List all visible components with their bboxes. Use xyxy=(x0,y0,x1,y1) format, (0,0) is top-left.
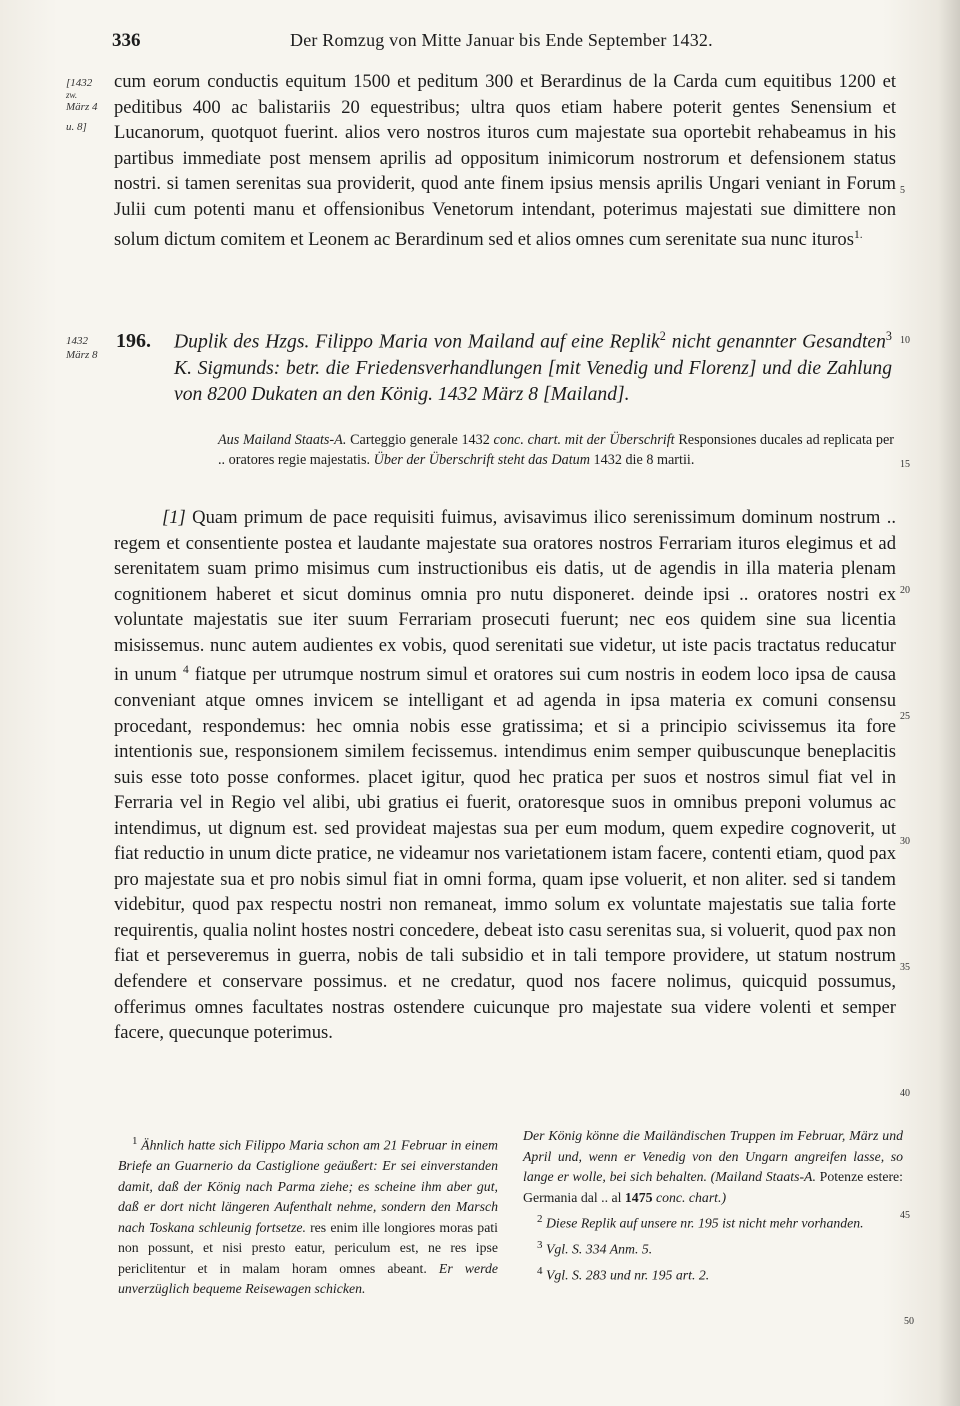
document-body xyxy=(114,505,896,1046)
footnote-mark: 2 xyxy=(537,1213,543,1225)
line-number: 45 xyxy=(900,1210,910,1221)
footnote-mark: 1 xyxy=(132,1135,138,1147)
margin-doc-day: März 8 xyxy=(66,349,98,361)
margin-date-line: [1432 xyxy=(66,77,93,89)
source-title: Responsiones ducales ad replicata per .. oratores regie majestatis. xyxy=(218,432,895,468)
source-note xyxy=(218,431,894,470)
footnote-mark: 3 xyxy=(537,1239,543,1252)
footnote-text: Der König könne die Mailändischen Truppen im Februar, März und April und, wenn er Venedig von den Ungarn angreifen lasse, so lange er wolle, bei sich behalten. (Mailand Staats-A. xyxy=(523,1128,903,1184)
margin-doc-year: 1432 xyxy=(66,335,88,347)
source-archive: Aus Mailand Staats-A. xyxy=(218,432,347,448)
source-remark: conc. chart. mit der Überschrift xyxy=(493,432,675,448)
running-title: Der Romzug von Mitte Januar bis Ende September 1432. xyxy=(290,30,713,50)
page-number: 336 xyxy=(112,30,141,51)
footnote-text: Vgl. S. 334 Anm. 5. xyxy=(545,1241,653,1257)
regest-text: nicht genannter Gesandten xyxy=(671,331,886,353)
footnote-text: Er werde unverzüglich bequeme Reisewagen schicken. xyxy=(118,1260,499,1297)
article-number: [1] xyxy=(162,507,186,528)
line-number: 10 xyxy=(900,335,910,346)
line-number: 5 xyxy=(900,185,905,196)
line-number: 25 xyxy=(900,711,910,722)
footnote-ref: 4 xyxy=(182,664,189,677)
continuation-text xyxy=(114,69,896,252)
margin-date-line: März 4 xyxy=(66,101,98,113)
footnote-text: conc. chart.) xyxy=(655,1189,727,1205)
document-regest xyxy=(174,323,892,408)
body-text: fiatque per utrumque nostrum simul et oratores sui cum nostris in eodem loco ipsa de causa conveniant atque omnes invicem se intelligant et ad agenda in ipsa materia ex comuni consensu procedant, respondemus: hec omnia nobis esse gratissima; et si a principio scivissemus ita fore intentionis sue, responsionem similem fecissemus. intendimus enim semper quibuscunque beneplacitis suis esse toto posse conformes. placet igitur, quod hec pratica per suos et nostros simul fiat vel in Ferraria vel in Regio vel alibi, ubi gratius ei fuerit, oratoresque suos in omnibus preponi volumus ac intendimus, ut dignum est. sed provideat majestas sua per eum modum, quem expedire cognoverit, ut fiat reductio in unum dicte pratice, ne videamur nos varietationem istam facere, contenti etiam, quod pax pro majestate sua et pro nobis simul fiat in omni forma, quam ipse voluerit, et non aliter. sed si tandem videbitur, quod pax respectu nostri non remaneat, immo solum ex voluntate majestatis sue talia forte requirentis, qualia nolint hostes nostri concedere, debeat isto casu serenitas sua, si voluerit, quod pax non fiat et perseveremus in guerra, nobis de tali subsidio et in tali tempore providere, ut statum nostrum defendere et conservare possimus. et ne credatur, quod nos facere nolimus, quicquid possumus, offerimus omnes facultates nostras ostendere cuicunque pro majestate sua videre volenti et semper facere, quecunque poterimus. xyxy=(114,664,897,1044)
line-number: 35 xyxy=(900,962,910,973)
line-number: 15 xyxy=(900,459,910,470)
footnote-quote: res enim ille longiores moras pati non possunt, et nisi presto eatur, periculum est, ne res ipse periclitentur et in malam horam omnes abeant. xyxy=(118,1219,498,1276)
margin-date-note xyxy=(66,76,114,134)
line-number: 50 xyxy=(904,1316,914,1327)
continuation-paragraph: cum eorum conductis equitum 1500 et peditum 300 et Berardinus de la Carda cum equitibus 1200 et peditibus 400 ac balistariis 20 equestribus; ultra quos etiam habere poterit gentes Senensium et Lucanorum, quotquot fuerint. alios vero nostros ituros cum majestate sua oportebit rehabeamus in his partibus immediate post mensem aprilis ad oppositum inimicorum nostrorum et defensionem status nostri. si tamen serenitas sua providerit, quod ante finem ipsius mensis aprilis Ungari veniant in Forum Julii cum potenti manu et offensionibus Venetorum intendant, poterimus majestati sue dimittere non solum dictum comitem et Leonem ac Berardinum sed et alios omnes cum serenitate sua nunc ituros xyxy=(114,71,896,250)
footnote-text: Ähnlich hatte sich Filippo Maria schon am 21 Februar in einem Briefe an Guarnerio da Castiglione geäußert: Er sei einverstanden damit, daß der König nach Parma ziehe; es scheine ihm aber gut, daß er dort nicht längeren Aufenthalt nehme, sondern den Marsch nach Toskana schleunig fortsetze. xyxy=(118,1137,498,1235)
line-number: 30 xyxy=(900,836,910,847)
margin-date-line: u. 8] xyxy=(66,121,87,133)
footnotes-left-column xyxy=(118,1131,498,1301)
footnote-number: 1475 xyxy=(624,1189,653,1205)
body-text: Quam primum de pace requisiti fuimus, avisavimus ilico serenissimum dominum nostrum .. regem et consentiente postea et laudante majestate sua oratores nostros Ferrariam ituros elegimus et ad serenitatem suam primo misimus cum instructionibus eis datis, ut de agendis in illa materia plenam cognitionem haberet et sicut dominus omnia pro nutu disponeret. deinde ipsi .. oratores nostri ex voluntate majestatis sue iter suum Ferrariam prosecuti fuerunt; nec eos quidem sine sua licentia misissemus. nunc autem audientes ex vobis, quod serenitati sue videtur, ut iste pacis tractatus reducatur in unum xyxy=(114,507,896,686)
regest-text: K. Sigmunds: betr. die Friedensverhandlungen [mit Venedig und Florenz] und die Zahlung von 8200 Dukaten an den König. 1432 März 8 [Mailand]. xyxy=(174,357,892,405)
footnote-mark: 4 xyxy=(537,1265,543,1278)
footnote-text: Vgl. S. 283 und nr. 195 art. 2. xyxy=(545,1267,710,1283)
line-number: 40 xyxy=(900,1088,910,1099)
page-edge-shadow xyxy=(938,0,960,1406)
document-number: 196. xyxy=(116,330,151,352)
margin-date-line: zw. xyxy=(66,90,78,100)
regest-text: Duplik des Hzgs. Filippo Maria von Mailand auf eine Replik xyxy=(174,331,660,353)
margin-doc-date xyxy=(66,334,114,362)
source-remark: Über der Überschrift steht das Datum xyxy=(373,451,590,468)
footnote-ref: 1. xyxy=(853,228,863,241)
line-number: 20 xyxy=(900,585,910,596)
footnote-text: Diese Replik auf unsere nr. 195 ist nicht mehr vorhanden. xyxy=(545,1215,864,1231)
footnote-ref: 3 xyxy=(885,329,892,343)
footnote-ref: 2 xyxy=(659,329,666,343)
page-header xyxy=(112,30,892,56)
footnotes-right-column xyxy=(523,1126,903,1287)
source-collection: Carteggio generale 1432 xyxy=(350,432,490,448)
footnote-collection: Potenze estere: Germania dal .. al xyxy=(523,1169,904,1205)
source-date: 1432 die 8 martii. xyxy=(593,451,695,468)
